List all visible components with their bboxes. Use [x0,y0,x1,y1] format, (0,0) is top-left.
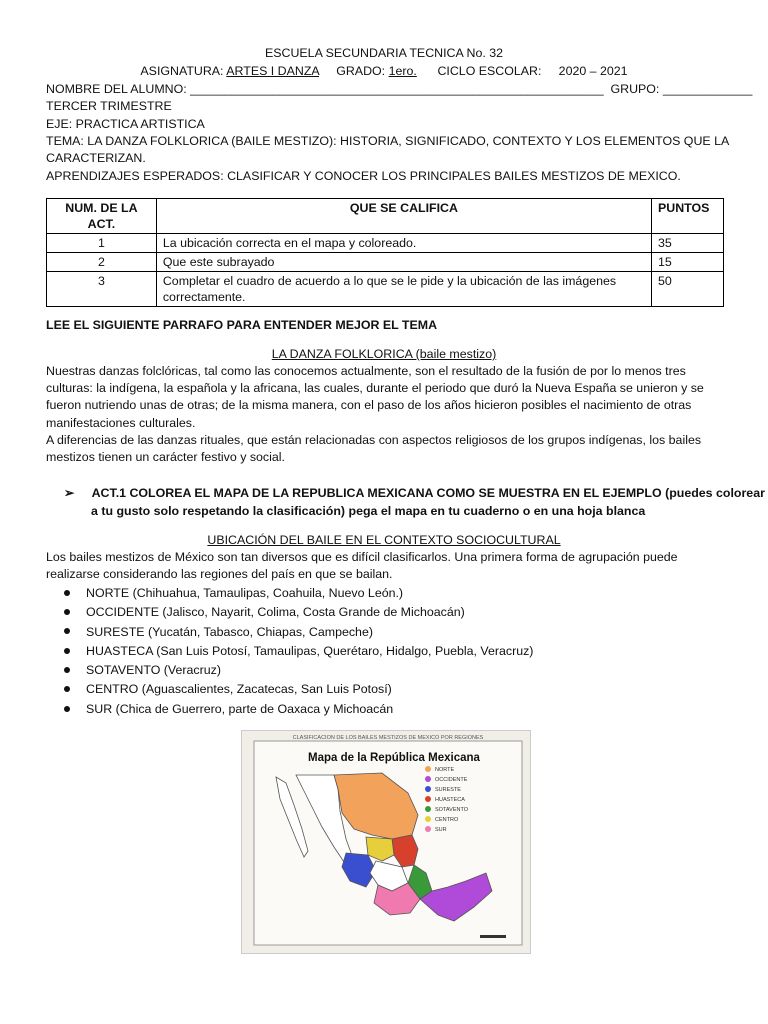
reading-paragraph-2: A diferencias de las danzas rituales, que están relacionadas con aspectos religiosos de los grupos indígenas, los bailes mestizos tienen un carácter festivo y social. [46,433,702,465]
list-item [64,700,533,719]
activity-note: (puedes colorear [661,486,765,500]
legend-swatch [425,826,431,832]
col-header-num: NUM. DE LA ACT. [47,199,157,234]
student-line [46,81,752,98]
group-blank[interactable]: _____________ [662,82,753,96]
legend-swatch [425,766,431,772]
region-text: CENTRO (Aguascalientes, Zacatecas, San Luis Potosí) [86,682,392,697]
subject-label: ASIGNATURA: [140,64,224,78]
legend-label: OCCIDENTE [435,777,468,783]
list-item [64,623,533,642]
cycle-value: 2020 – 2021 [558,64,628,78]
region-text: SUR (Chica de Guerrero, parte de Oaxaca y Michoacán [86,701,394,716]
list-item [64,584,533,603]
table-header-row [47,199,724,234]
row-points: 50 [652,272,724,307]
legend-label: HUASTECA [435,797,465,803]
row-num: 1 [47,234,157,253]
cycle-label: CICLO ESCOLAR: [437,64,542,78]
legend-label: SOTAVENTO [435,807,469,813]
activity-title: ACT.1 COLOREA EL MAPA DE LA REPUBLICA MEXICANA COMO SE MUESTRA EN EL EJEMPLO [91,486,662,500]
legend-swatch [425,806,431,812]
table-row [47,253,724,272]
col-header-desc: QUE SE CALIFICA [156,199,651,234]
group-label: GRUPO: [610,82,660,96]
legend-label: SUR [435,827,447,833]
row-points: 15 [652,253,724,272]
learning-outcomes: APRENDIZAJES ESPERADOS: CLASIFICAR Y CONOCER LOS PRINCIPALES BAILES MESTIZOS DE MEXICO. [46,169,681,183]
region-text: OCCIDENTE (Jalisco, Nayarit, Colima, Costa Grande de Michoacán) [86,605,465,620]
legend-label: NORTE [435,767,455,773]
row-desc: Que este subrayado [156,253,651,272]
row-num: 3 [47,272,157,307]
mexico-map-photo [241,730,531,954]
bullet-icon [64,686,70,692]
scale-bar [480,935,506,938]
legend-swatch [425,796,431,802]
topic-line-2: CARACTERIZAN. [46,151,146,165]
student-name-blank[interactable]: ____________________________________________________________ [190,82,604,96]
grading-table [46,198,724,307]
region-text: HUASTECA (San Luis Potosí, Tamaulipas, Querétaro, Hidalgo, Puebla, Veracruz) [86,643,534,658]
handwritten-caption: CLASIFICACION DE LOS BAILES MESTIZOS DE MEXICO POR REGIONES [292,735,484,741]
map-title: Mapa de la República Mexicana [308,752,480,764]
arrow-bullet-icon: ➢ [64,486,75,500]
grade-value: 1ero. [388,64,417,78]
map-illustration [242,731,530,953]
reading-title: LA DANZA FOLKLORICA (baile mestizo) [271,347,497,361]
region-text: SURESTE (Yucatán, Tabasco, Chiapas, Campeche) [86,624,373,639]
legend-swatch [425,816,431,822]
bullet-icon [64,706,70,712]
context-intro: Los bailes mestizos de México son tan diversos que es difícil clasificarlos. Una primera forma de agrupación puede realizarse considerando las regiones del país en que se bailan. [46,550,678,582]
term: TERCER TRIMESTRE [46,99,172,113]
bullet-icon [64,628,70,634]
course-info [0,63,768,80]
region-text: NORTE (Chihuahua, Tamaulipas, Coahuila, Nuevo León.) [86,586,404,600]
list-item [64,603,533,622]
list-item [64,661,533,680]
list-item [64,680,533,699]
legend-swatch [425,786,431,792]
reading-paragraph-1: Nuestras danzas folclóricas, tal como las conocemos actualmente, son el resultado de la fusión de por lo menos tres culturas: la indígena, la española y la africana, las cuales, durante el periodo que duró la Nueva España se unieron y se fueron nutriendo unas de otras; de la misma manera, con el paso de los años hicieron posibles el nacimiento de otras manifestaciones culturales. [46,364,704,430]
regions-list [64,584,533,719]
table-row [47,234,724,253]
row-desc: La ubicación correcta en el mapa y coloreado. [156,234,651,253]
region-text: SOTAVENTO (Veracruz) [86,663,221,678]
list-item [64,642,533,661]
bullet-icon [64,609,70,615]
axis: EJE: PRACTICA ARTISTICA [46,117,205,131]
row-desc: Completar el cuadro de acuerdo a lo que se le pide y la ubicación de las imágenes correctamente. [156,272,651,307]
reading-instruction: LEE EL SIGUIENTE PARRAFO PARA ENTENDER MEJOR EL TEMA [46,318,438,332]
student-label: NOMBRE DEL ALUMNO: [46,82,187,96]
row-points: 35 [652,234,724,253]
topic-line-1: TEMA: LA DANZA FOLKLORICA (BAILE MESTIZO): HISTORIA, SIGNIFICADO, CONTEXTO Y LOS ELEMENTOS QUE LA [46,134,730,148]
bullet-icon [64,648,70,654]
row-num: 2 [47,253,157,272]
legend-swatch [425,776,431,782]
subject-value: ARTES I DANZA [226,64,319,78]
col-header-points: PUNTOS [652,199,724,234]
activity-line-2: a tu gusto solo respetando la clasificación) pega el mapa en tu cuaderno o en una hoja blanca [91,504,646,518]
bullet-icon [64,590,70,596]
table-row [47,272,724,307]
activity-line-1 [64,485,765,502]
context-title: UBICACIÓN DEL BAILE EN EL CONTEXTO SOCIOCULTURAL [207,533,561,547]
legend-label: CENTRO [435,817,459,823]
bullet-icon [64,667,70,673]
grade-label: GRADO: [336,64,386,78]
legend-label: SURESTE [435,787,461,793]
school-name: ESCUELA SECUNDARIA TECNICA No. 32 [264,46,504,60]
